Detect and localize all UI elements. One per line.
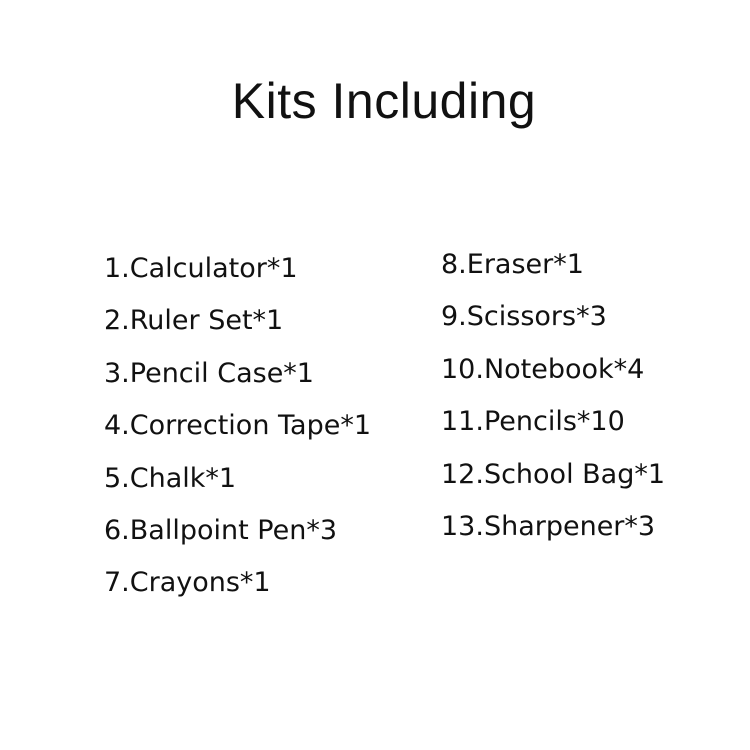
kit-item: 12.School Bag*1 <box>441 458 666 490</box>
kit-item: 1.Calculator*1 <box>104 253 298 284</box>
kit-item: 13.Sharpener*3 <box>441 510 656 542</box>
kit-item: 10.Notebook*4 <box>441 353 645 385</box>
kit-item: 9.Scissors*3 <box>441 301 607 333</box>
kit-item: 2.Ruler Set*1 <box>104 305 284 337</box>
kit-list-right <box>441 244 665 558</box>
kit-item: 5.Chalk*1 <box>104 462 237 494</box>
kit-item: 3.Pencil Case*1 <box>104 357 314 389</box>
kit-item: 8.Eraser*1 <box>441 249 584 280</box>
kit-item: 7.Crayons*1 <box>104 567 271 599</box>
kit-item: 6.Ballpoint Pen*3 <box>104 514 337 546</box>
kit-item: 11.Pencils*10 <box>441 406 625 438</box>
kit-list-left <box>104 248 371 615</box>
page-title: Kits Including <box>231 73 537 129</box>
kit-item: 4.Correction Tape*1 <box>104 410 372 442</box>
